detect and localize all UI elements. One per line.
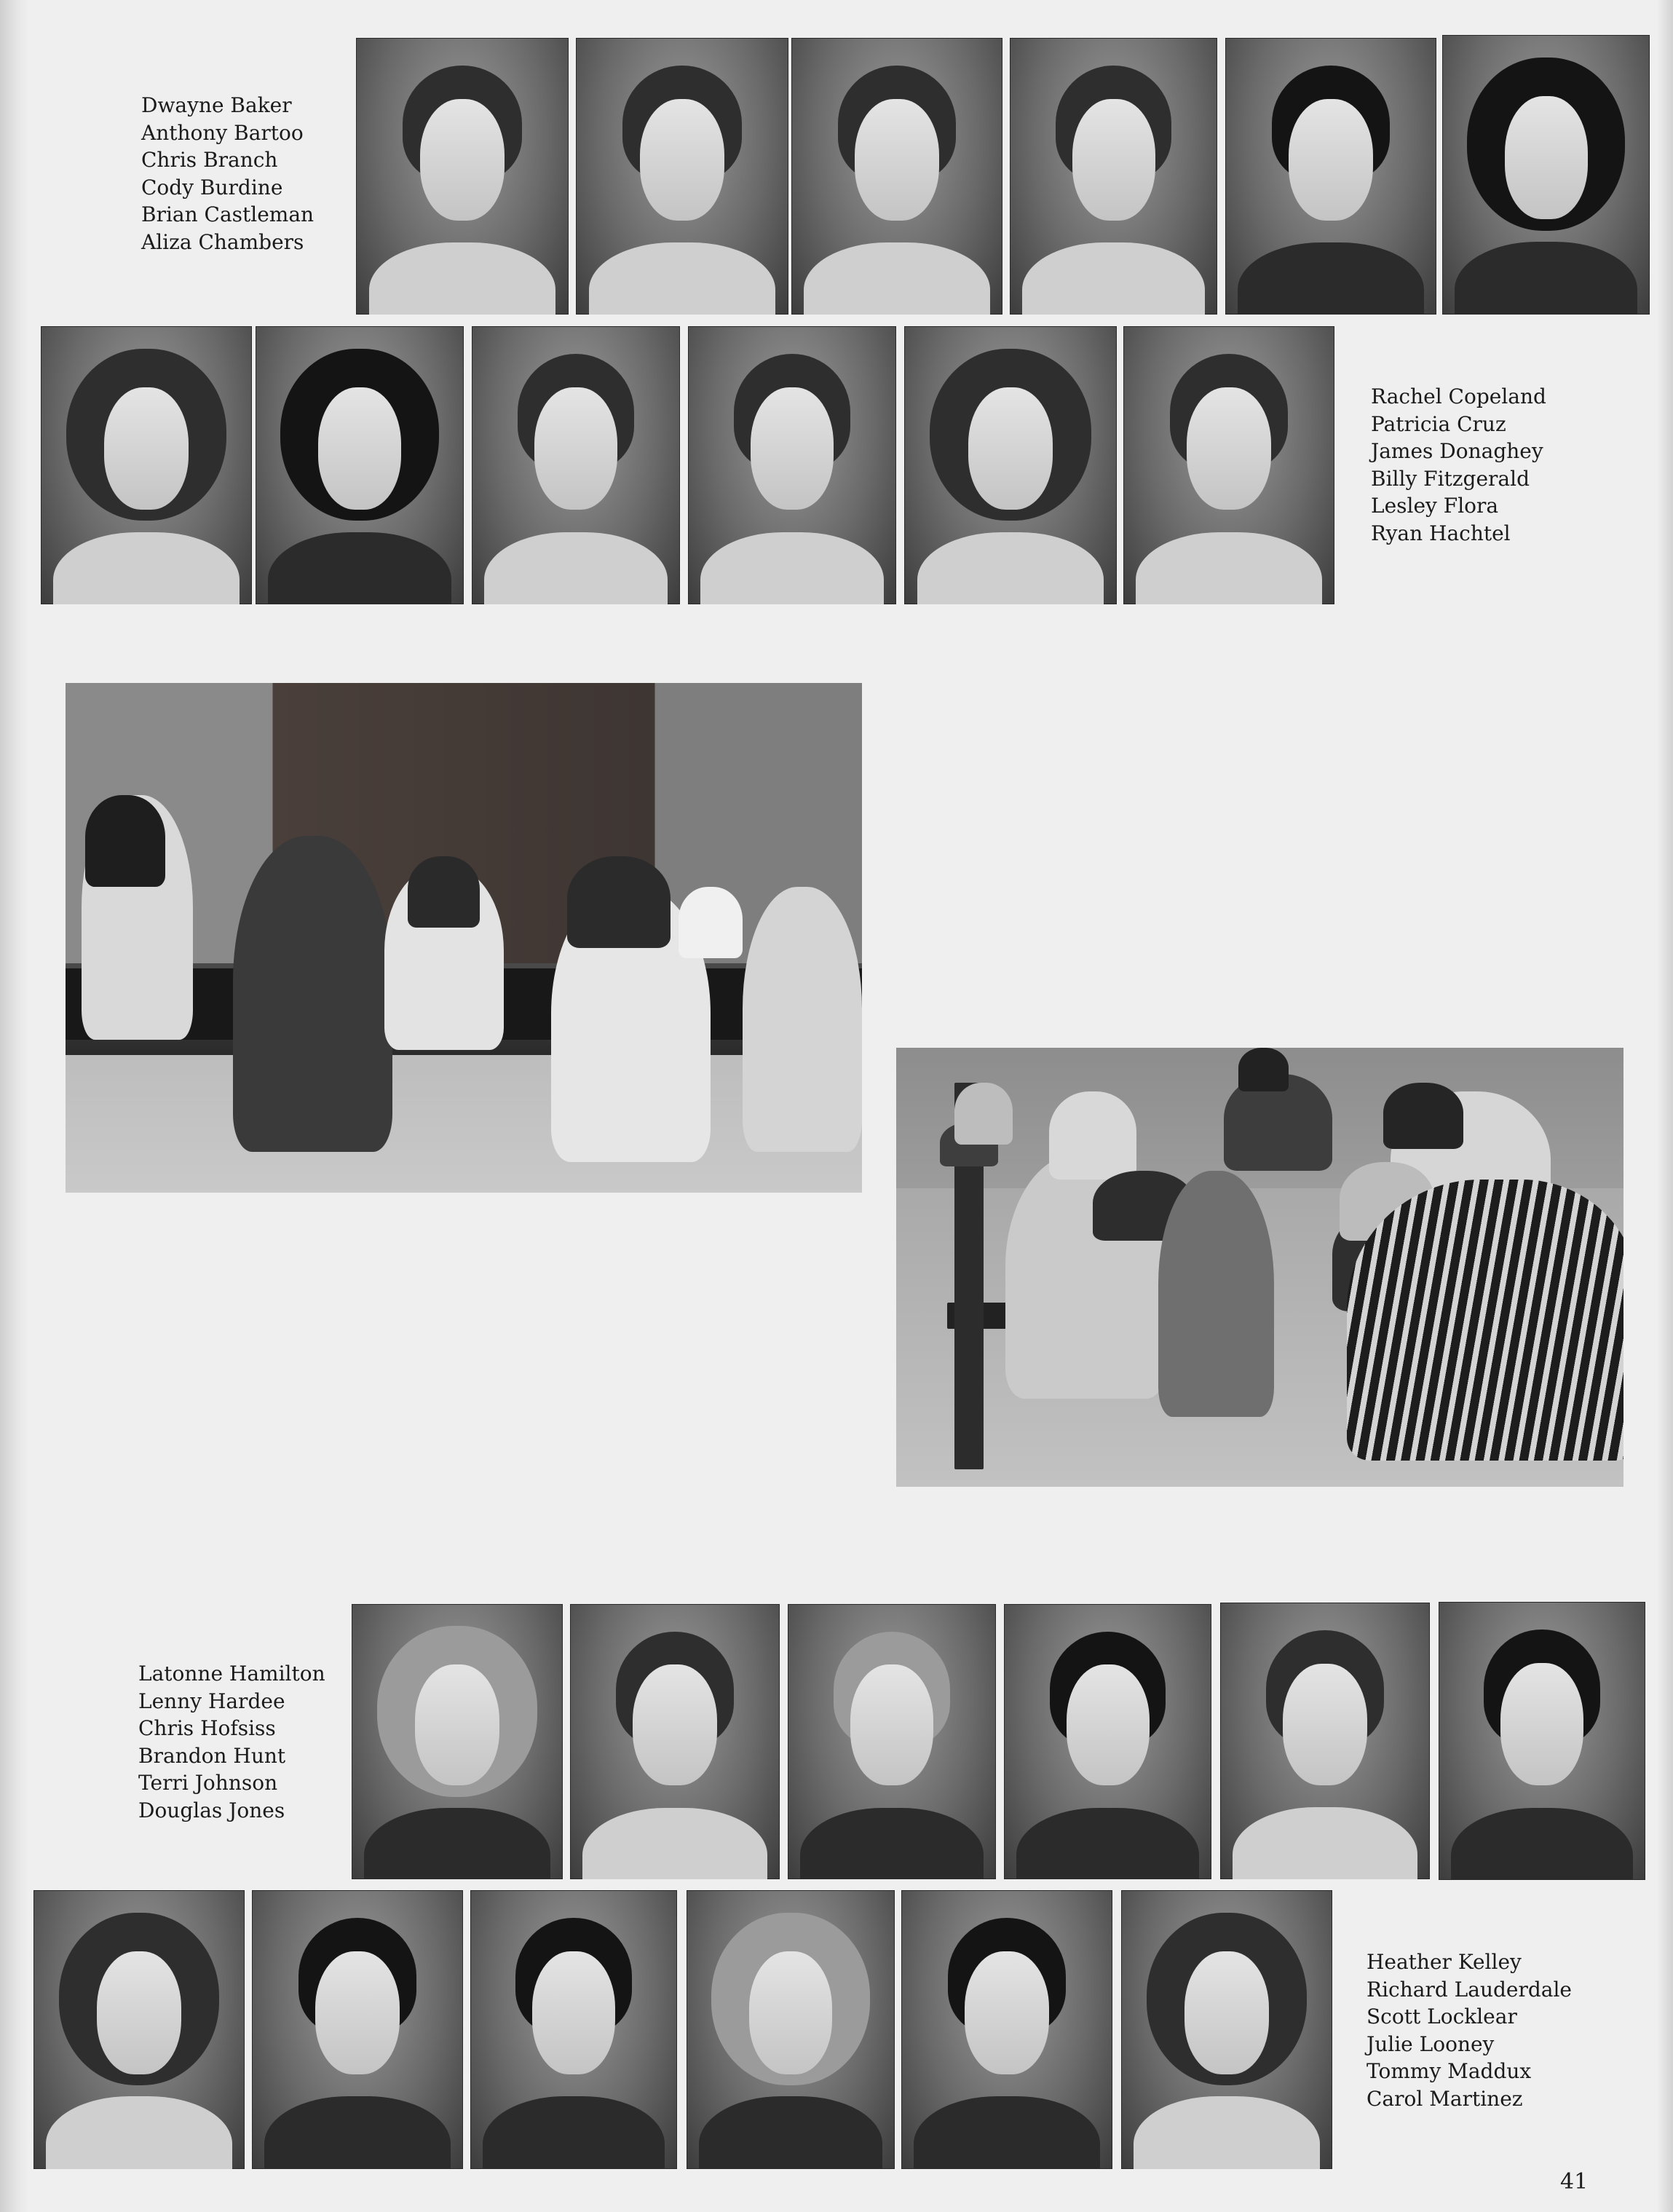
- student-name: Anthony Bartoo: [141, 120, 304, 145]
- student-portrait: [472, 326, 680, 604]
- student-name: Brian Castleman: [141, 202, 315, 226]
- student-name: Chris Hofsiss: [138, 1716, 276, 1740]
- student-name: Brandon Hunt: [138, 1743, 286, 1768]
- cafeteria-photo: [66, 683, 862, 1193]
- student-portrait: [252, 1890, 463, 2169]
- student-portrait: [1123, 326, 1334, 604]
- student-portrait: [256, 326, 464, 604]
- student-name: Aliza Chambers: [141, 229, 304, 254]
- student-portrait: [33, 1890, 245, 2169]
- student-portrait: [688, 326, 896, 604]
- student-portrait: [1121, 1890, 1332, 2169]
- student-name: Billy Fitzgerald: [1371, 466, 1530, 491]
- student-name: Richard Lauderdale: [1367, 1977, 1572, 2002]
- student-portrait: [576, 38, 788, 315]
- student-name: Julie Looney: [1367, 2031, 1495, 2056]
- student-name: Cody Burdine: [141, 175, 283, 200]
- student-portrait: [901, 1890, 1112, 2169]
- student-portrait: [1439, 1602, 1645, 1880]
- student-portrait: [788, 1604, 996, 1879]
- student-name: Carol Martinez: [1367, 2086, 1523, 2111]
- student-name: Rachel Copeland: [1371, 384, 1546, 408]
- student-name: Ryan Hachtel: [1371, 521, 1511, 545]
- student-name: Tommy Maddux: [1367, 2059, 1532, 2083]
- name-list-row-1: [141, 92, 314, 256]
- student-portrait: [570, 1604, 780, 1879]
- student-portrait: [904, 326, 1117, 604]
- student-portrait: [352, 1604, 563, 1879]
- student-name: Scott Locklear: [1367, 2004, 1517, 2029]
- student-portrait: [470, 1890, 677, 2169]
- classroom-photo: [896, 1048, 1623, 1487]
- page-right-edge: [1657, 0, 1673, 2212]
- name-list-row-2: [1371, 383, 1546, 547]
- student-portrait: [1220, 1603, 1430, 1879]
- student-name: Lenny Hardee: [138, 1688, 285, 1713]
- student-portrait: [1225, 38, 1436, 315]
- student-portrait: [791, 38, 1002, 315]
- student-portrait: [41, 326, 252, 604]
- student-name: Lesley Flora: [1371, 494, 1499, 518]
- page-number: 41: [1560, 2169, 1589, 2195]
- student-name: Douglas Jones: [138, 1798, 285, 1822]
- student-portrait: [1010, 38, 1217, 315]
- page-binding-edge: [0, 0, 29, 2212]
- student-name: Heather Kelley: [1367, 1950, 1522, 1974]
- name-list-row-3: [138, 1660, 325, 1824]
- student-name: Dwayne Baker: [141, 93, 292, 117]
- student-name: Terri Johnson: [138, 1771, 278, 1795]
- student-name: James Donaghey: [1371, 439, 1543, 463]
- student-portrait: [687, 1890, 895, 2169]
- name-list-row-4: [1367, 1948, 1572, 2112]
- student-name: Patricia Cruz: [1371, 411, 1506, 436]
- student-name: Latonne Hamilton: [138, 1662, 325, 1686]
- student-portrait: [1442, 35, 1650, 315]
- student-portrait: [356, 38, 569, 315]
- student-portrait: [1004, 1604, 1211, 1879]
- student-name: Chris Branch: [141, 148, 278, 172]
